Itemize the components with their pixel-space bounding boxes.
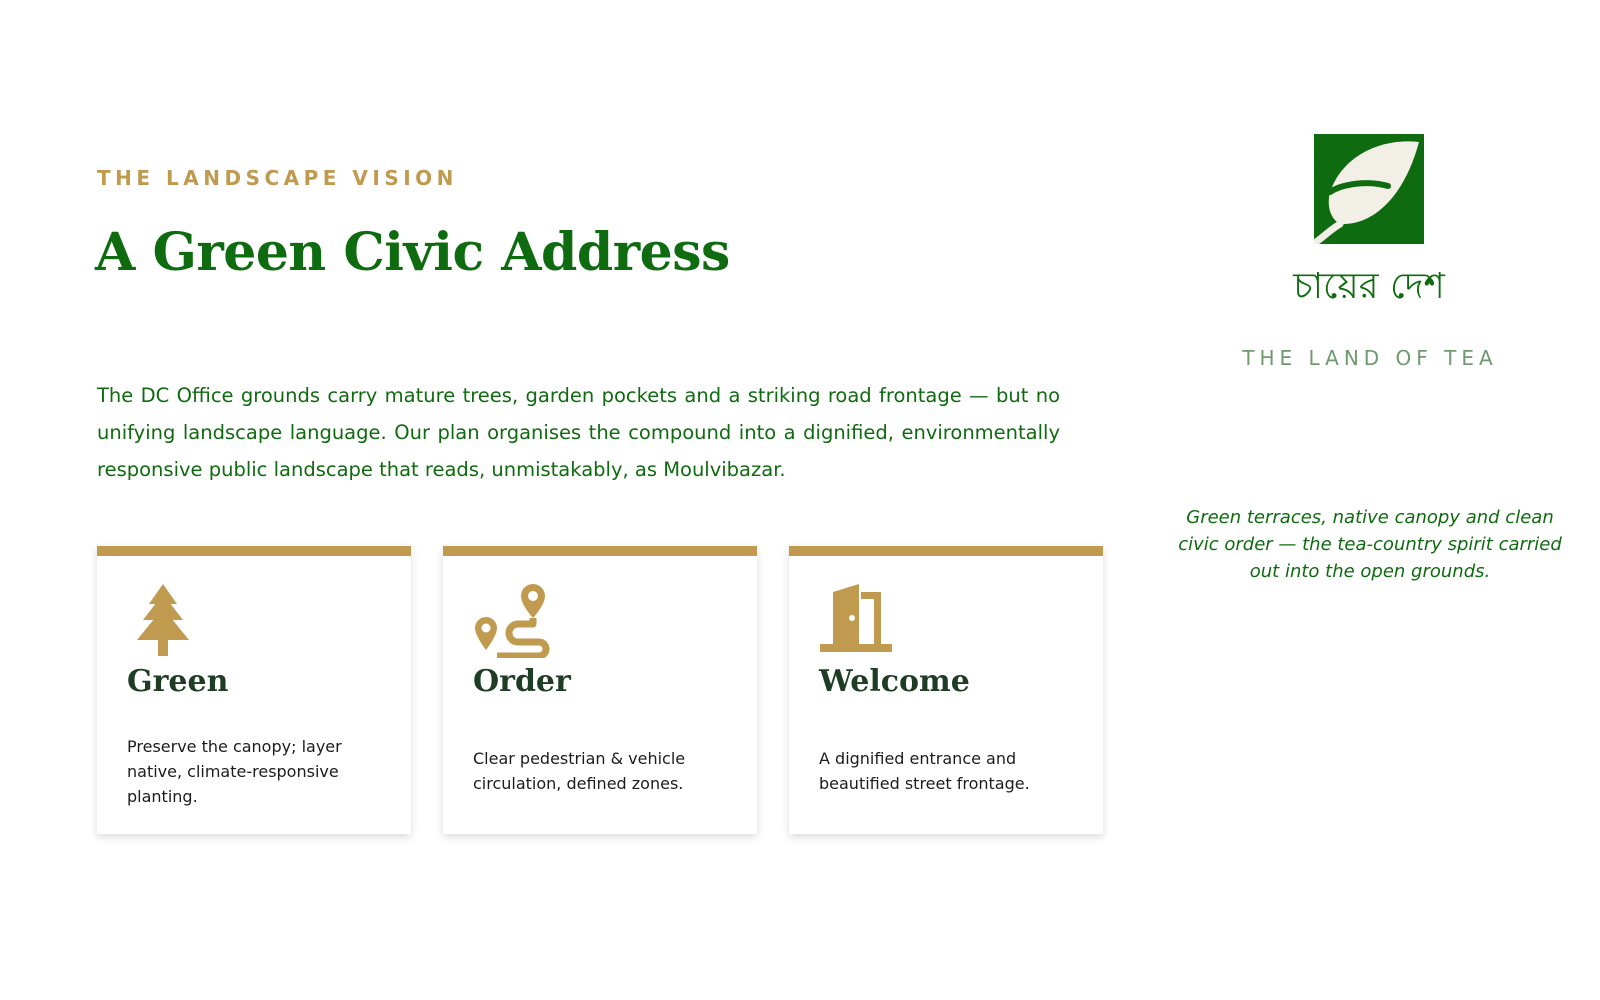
card-title: Order [473,664,571,699]
page-title: A Green Civic Address [95,222,730,283]
brand-name-bangla: চায়ের দেশ [1293,266,1445,307]
card-title: Green [127,664,229,699]
card-title: Welcome [819,664,970,699]
leaf-icon [1314,134,1424,244]
door-icon [819,582,899,658]
route-icon [473,582,553,658]
card-description: A dignified entrance and beautified street frontage. [819,749,1030,793]
brand-tagline: THE LAND OF TEA [1242,346,1498,370]
card-accent-bar [97,546,411,556]
card-welcome [789,546,1103,834]
section-eyebrow: THE LANDSCAPE VISION [97,166,458,190]
card-accent-bar [789,546,1103,556]
tree-icon [127,582,207,658]
card-description: Preserve the canopy; layer native, climate-responsive planting. [127,737,342,806]
brand-quote: Green terraces, native canopy and clean civic order — the tea-country spirit carried out into the open grounds. [1178,507,1562,582]
card-accent-bar [443,546,757,556]
card-description: Clear pedestrian & vehicle circulation, defined zones. [473,749,686,793]
card-green [97,546,411,834]
intro-paragraph: The DC Office grounds carry mature trees, garden pockets and a striking road frontage — but no unifying landscape language. Our plan organises the compound into a dignified, environmentally responsive public landscape that reads, unmistakably, as Moulvibazar. [97,384,1060,481]
card-order [443,546,757,834]
